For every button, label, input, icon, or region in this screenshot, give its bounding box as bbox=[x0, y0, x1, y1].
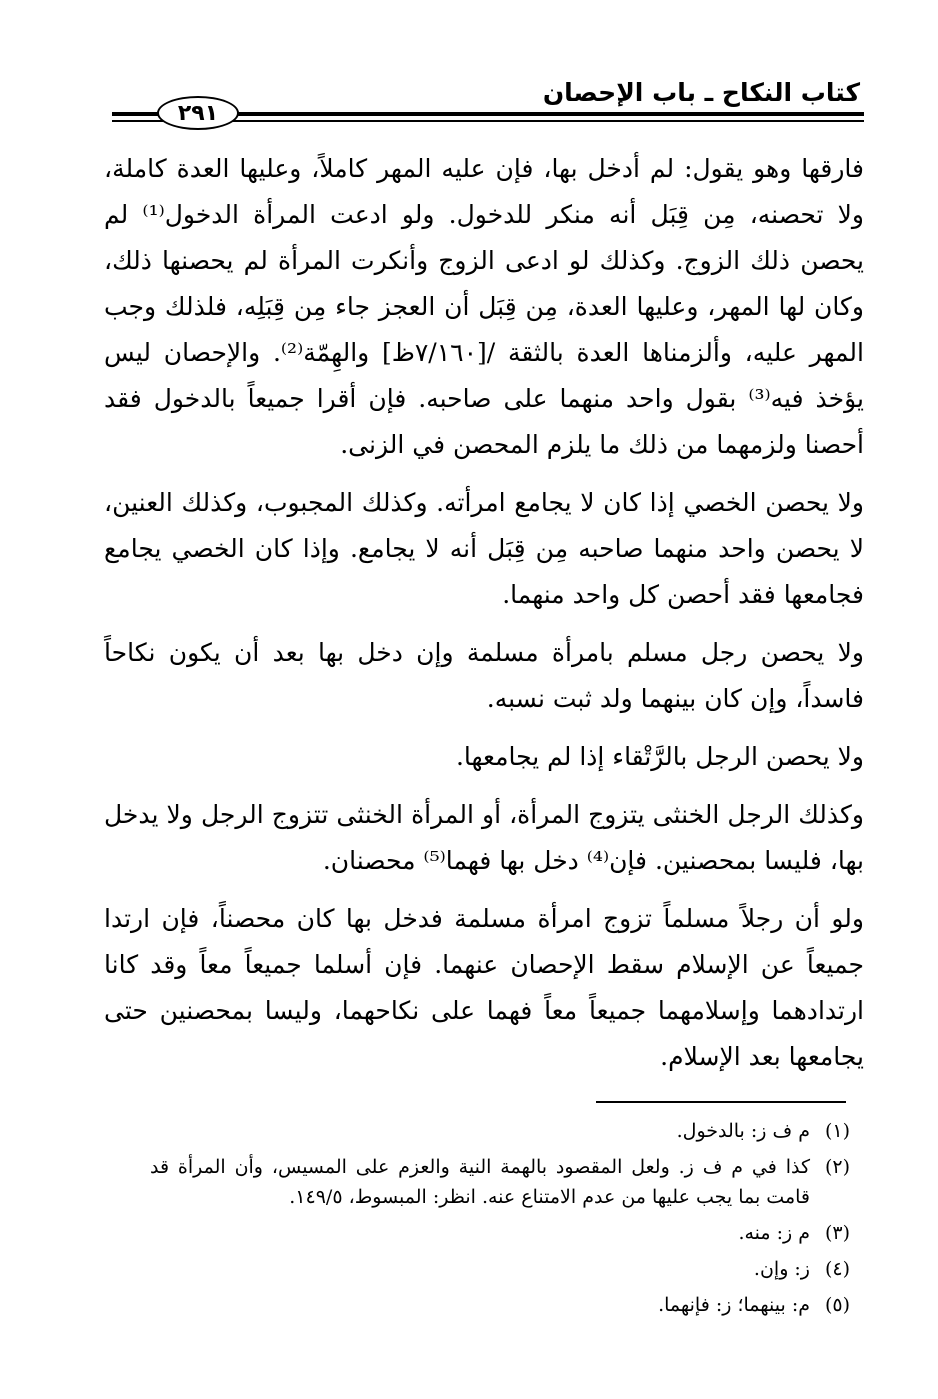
footnote-text: م ف ز: بالدخول. bbox=[676, 1120, 810, 1142]
footnote-number: (١) bbox=[824, 1120, 850, 1142]
footnote-2 bbox=[150, 1152, 850, 1212]
footnote-text: كذا في م ف ز. ولعل المقصود بالهمة النية والعزم على المسيس، وأن المرأة قد قامت بما يجب عليها من عدم الامتناع عنه. انظر: المبسوط، ١٤٩/٥. bbox=[150, 1156, 810, 1208]
footnote-text: م ز: منه. bbox=[738, 1222, 810, 1244]
paragraph-3: ولا يحصن رجل مسلم بامرأة مسلمة وإن دخل بها بعد أن يكون نكاحاً فاسداً، وإن كان بينهما ولد ثبت نسبه. bbox=[104, 638, 864, 713]
footnotes bbox=[150, 1116, 850, 1326]
footnote-1 bbox=[150, 1116, 850, 1146]
footnote-text: ز: وإن. bbox=[753, 1258, 810, 1280]
paragraph-6: ولو أن رجلاً مسلماً تزوج امرأة مسلمة فدخل بها كان محصناً، فإن ارتدا جميعاً عن الإسلام سقط الإحصان عنهما. فإن أسلما جميعاً معاً وقد كانا ارتدادهما وإسلامهما جميعاً معاً فهما على نكاحهما، وليسا بمحصنين حتى يجامعها بعد الإسلام. bbox=[104, 904, 864, 1071]
footnote-3 bbox=[150, 1218, 850, 1248]
footnote-separator bbox=[596, 1101, 846, 1103]
footnote-4 bbox=[150, 1254, 850, 1284]
page-number-text: ٢٩١ bbox=[177, 100, 219, 126]
footnote-text: م: بينهما؛ ز: فإنهما. bbox=[658, 1294, 810, 1316]
page-number bbox=[157, 96, 239, 130]
footnote-5 bbox=[150, 1290, 850, 1320]
paragraph-5: وكذلك الرجل الخنثى يتزوج المرأة، أو المرأة الخنثى تتزوج الرجل ولا يدخل بها، فليسا بمحصنين. فإن⁽⁴⁾ دخل بها فهما⁽⁵⁾ محصنان. bbox=[104, 800, 864, 875]
footnote-number: (٤) bbox=[824, 1258, 850, 1280]
footnote-number: (٢) bbox=[824, 1156, 850, 1178]
footnote-number: (٥) bbox=[824, 1294, 850, 1316]
paragraph-4: ولا يحصن الرجل بالرَّتْقاء إذا لم يجامعها. bbox=[455, 742, 864, 771]
main-text bbox=[104, 146, 864, 1080]
paragraph-2: ولا يحصن الخصي إذا كان لا يجامع امرأته. وكذلك المجبوب، وكذلك العنين، لا يحصن واحد منهما صاحبه مِن قِبَل أنه لا يجامع. وإذا كان الخصي يجامع فجامعها فقد أحصن كل واحد منهما. bbox=[104, 488, 864, 609]
footnote-number: (٣) bbox=[824, 1222, 850, 1244]
paragraph-1: فارقها وهو يقول: لم أدخل بها، فإن عليه المهر كاملاً، وعليها العدة كاملة، ولا تحصنه، مِن قِبَل أنه منكر للدخول. ولو ادعت المرأة الدخول⁽¹⁾ لم يحصن ذلك الزوج. وكذلك لو ادعى الزوج وأنكرت المرأة لم يحصنها ذلك، وكان لها المهر، وعليها العدة، مِن قِبَل أن العجز جاء مِن قِبَلِه، فلذلك وجب المهر عليه، وألزمناها العدة بالثقة /[٧/١٦٠ظ] والهِمّة⁽²⁾. والإحصان ليس يؤخذ فيه⁽³⁾ بقول واحد منهما على صاحبه. فإن أقرا جميعاً بالدخول فقد أحصنا ولزمهما من ذلك ما يلزم المحصن في الزنى. bbox=[104, 154, 865, 459]
running-title: كتاب النكاح ـ باب الإحصان bbox=[542, 78, 860, 107]
